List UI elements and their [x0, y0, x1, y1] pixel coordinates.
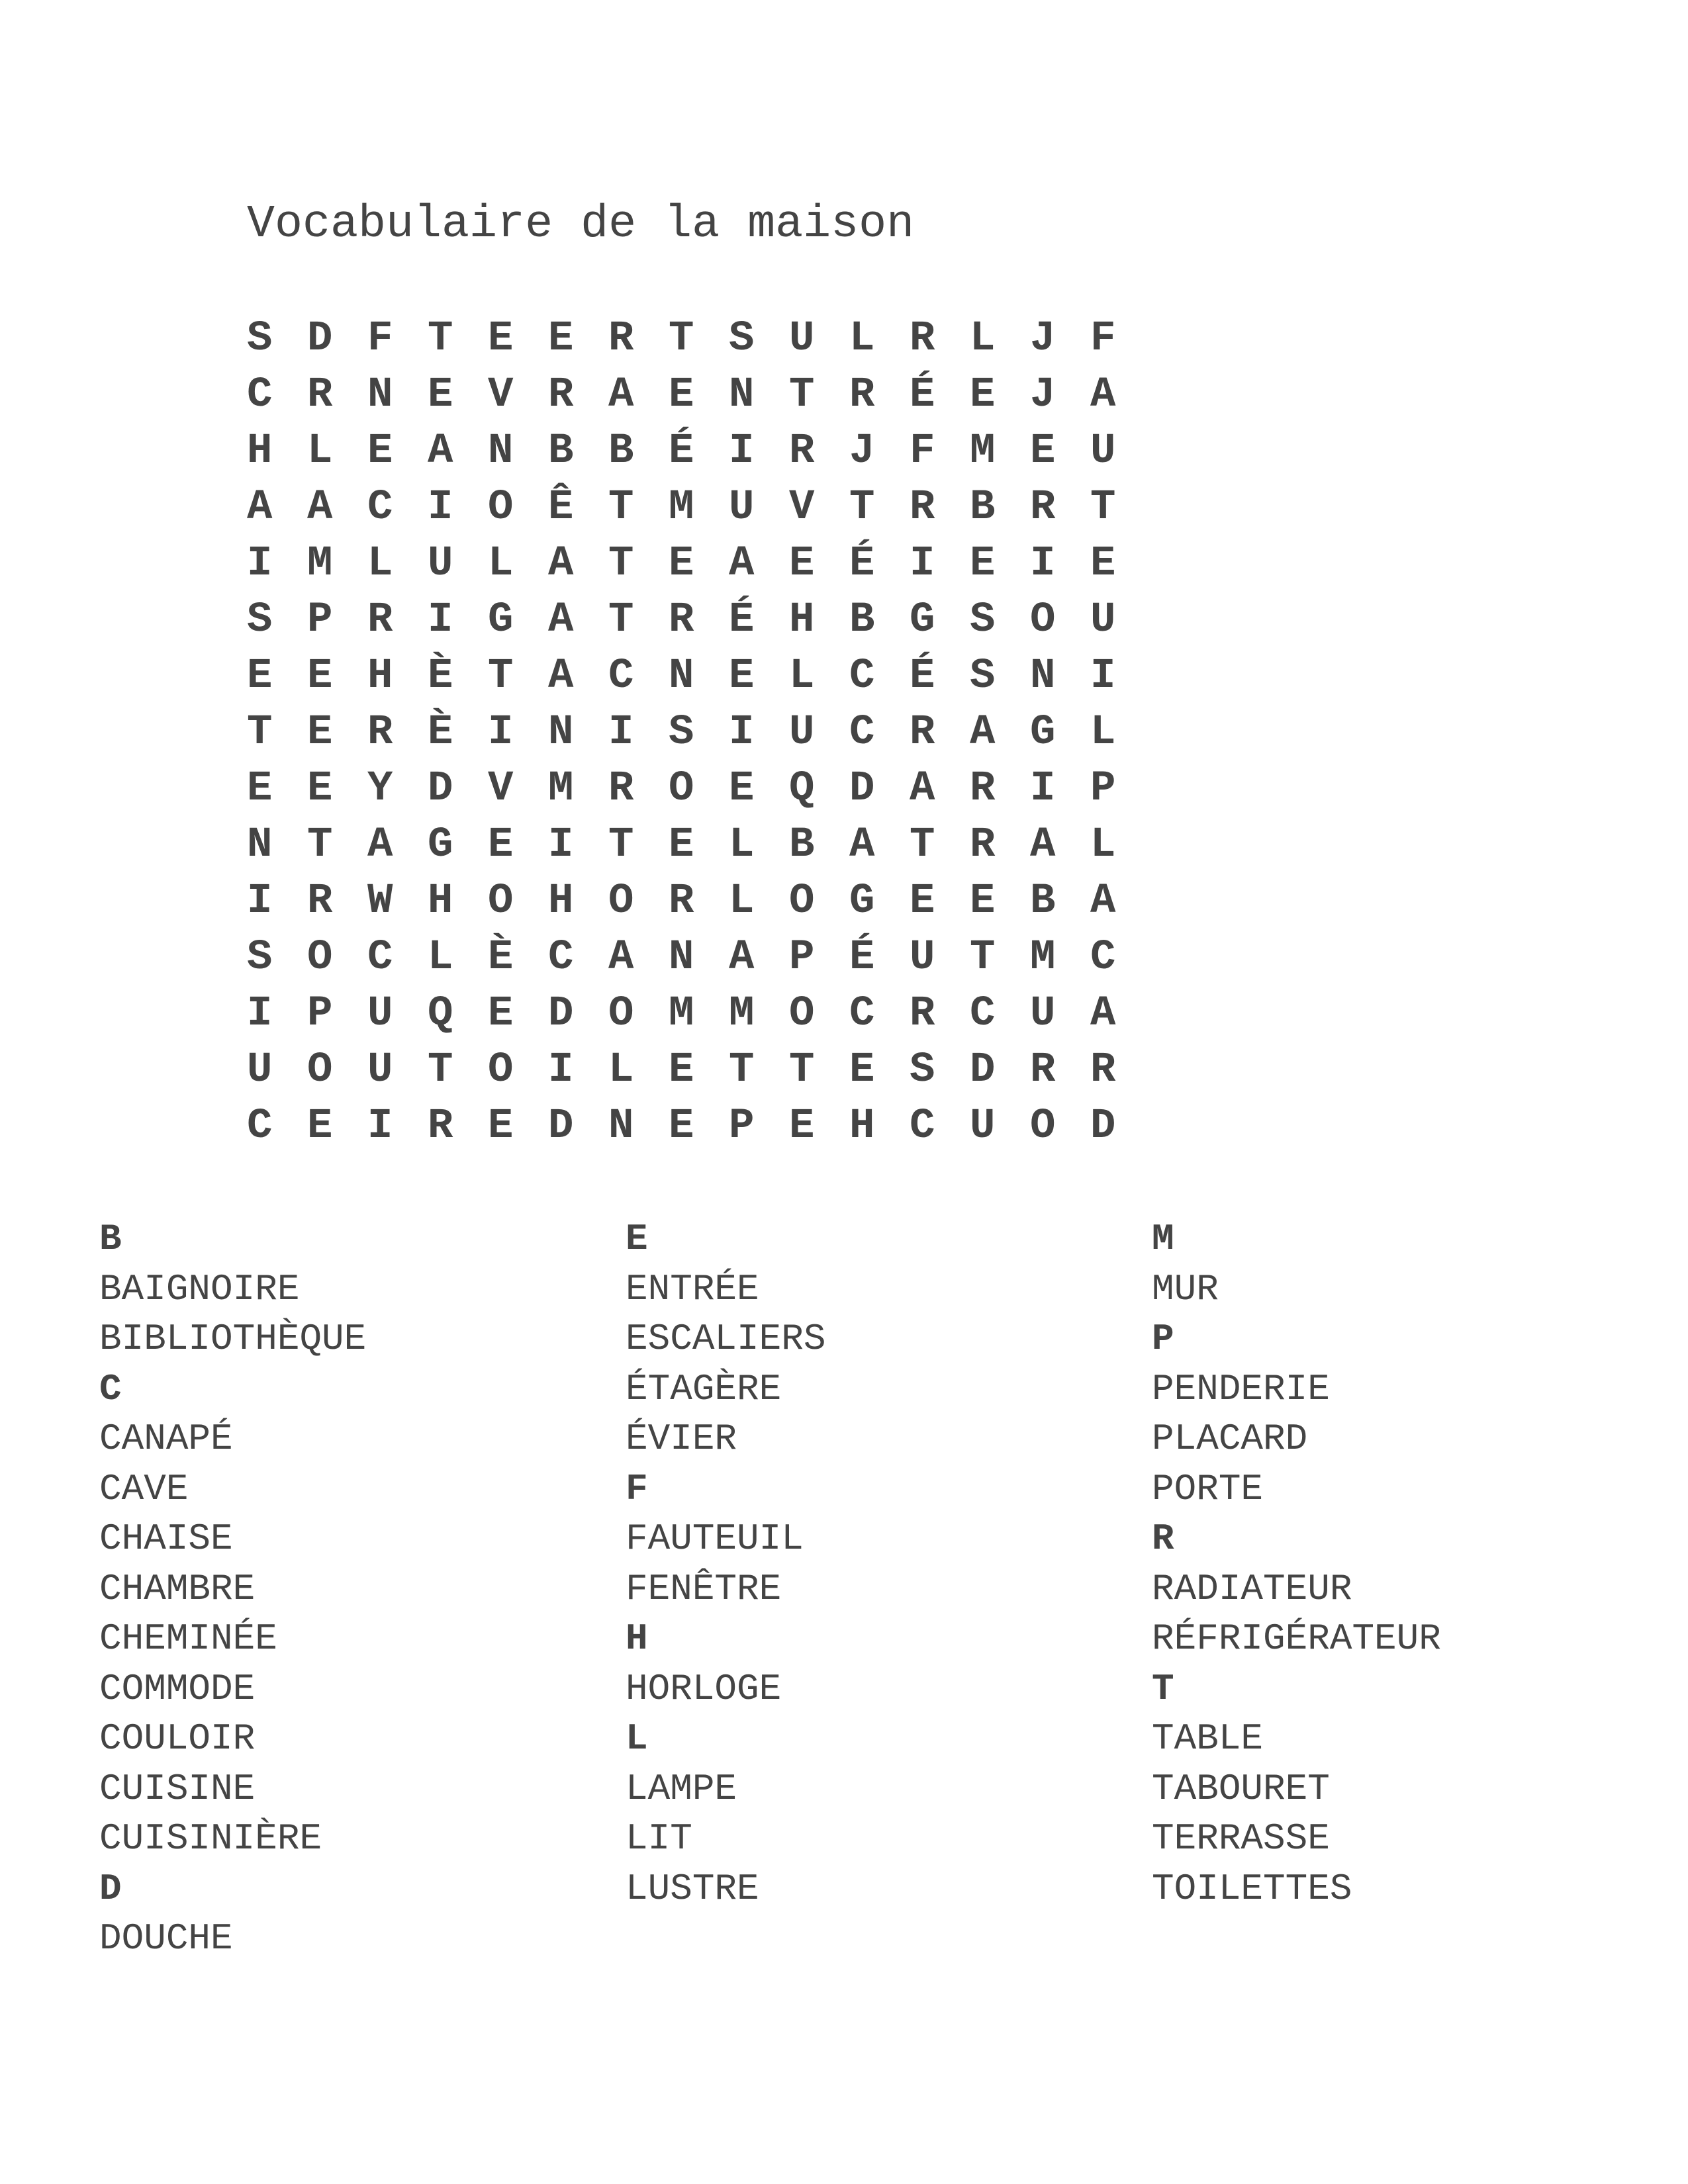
grid-letter: M [729, 990, 755, 1038]
grid-letter: T [608, 540, 634, 588]
grid-letter: F [910, 428, 935, 475]
word-entry: MUR [1152, 1267, 1219, 1310]
grid-letter: E [910, 878, 935, 925]
grid-letter: E [669, 1103, 694, 1150]
word-entry: CAVE [99, 1467, 189, 1510]
word-list-column-3 [1152, 1214, 1441, 1914]
grid-letter: R [428, 1103, 453, 1150]
grid-letter: L [367, 540, 393, 588]
grid-letter: I [729, 428, 755, 475]
grid-letter: U [789, 709, 815, 756]
grid-letter: S [970, 653, 996, 700]
grid-letter: I [1090, 653, 1116, 700]
grid-letter: C [970, 990, 996, 1038]
grid-letter: C [247, 1103, 273, 1150]
grid-letter: R [367, 709, 393, 756]
grid-letter: T [970, 934, 996, 981]
grid-letter: O [1030, 1103, 1056, 1150]
grid-letter: M [970, 428, 996, 475]
grid-letter: H [849, 1103, 875, 1150]
grid-letter: É [910, 653, 935, 700]
grid-letter: N [367, 371, 393, 419]
grid-letter: B [849, 596, 875, 644]
grid-letter: E [307, 709, 333, 756]
grid-row [247, 536, 1150, 592]
grid-letter: A [428, 428, 453, 475]
grid-letter: B [548, 428, 574, 475]
word-entry: FAUTEUIL [626, 1518, 804, 1560]
grid-letter: R [608, 315, 634, 363]
section-letter: C [99, 1367, 122, 1410]
grid-letter: I [1030, 540, 1056, 588]
grid-letter: H [428, 878, 453, 925]
page-title: Vocabulaire de la maison [247, 199, 915, 251]
grid-letter: R [1030, 1046, 1056, 1094]
grid-letter: R [307, 371, 333, 419]
word-entry: ÉTAGÈRE [626, 1367, 782, 1410]
grid-letter: N [608, 1103, 634, 1150]
grid-letter: E [307, 765, 333, 813]
grid-letter: A [849, 821, 875, 869]
grid-row [247, 986, 1150, 1042]
grid-row [247, 874, 1150, 930]
grid-letter: É [910, 371, 935, 419]
grid-letter: T [247, 709, 273, 756]
word-entry: PENDERIE [1152, 1367, 1330, 1410]
word-entry: LUSTRE [626, 1867, 759, 1910]
grid-letter: B [789, 821, 815, 869]
grid-letter: S [669, 709, 694, 756]
grid-letter: P [307, 596, 333, 644]
grid-letter: S [910, 1046, 935, 1094]
grid-letter: R [910, 709, 935, 756]
grid-letter: E [1030, 428, 1056, 475]
grid-letter: R [608, 765, 634, 813]
grid-letter: E [789, 540, 815, 588]
grid-letter: R [849, 371, 875, 419]
section-letter: T [1152, 1667, 1174, 1710]
word-entry: LIT [626, 1817, 692, 1860]
grid-letter: J [1030, 371, 1056, 419]
word-entry: TABOURET [1152, 1767, 1330, 1810]
word-list [99, 1214, 1622, 2009]
grid-letter: J [849, 428, 875, 475]
grid-letter: R [789, 428, 815, 475]
grid-letter: G [849, 878, 875, 925]
grid-letter: R [910, 484, 935, 531]
grid-letter: U [910, 934, 935, 981]
grid-letter: E [307, 1103, 333, 1150]
grid-letter: A [910, 765, 935, 813]
grid-letter: E [669, 1046, 694, 1094]
grid-letter: E [548, 315, 574, 363]
section-letter: R [1152, 1518, 1174, 1560]
grid-letter: D [548, 990, 574, 1038]
grid-letter: B [608, 428, 634, 475]
grid-letter: T [729, 1046, 755, 1094]
grid-letter: I [367, 1103, 393, 1150]
grid-letter: L [849, 315, 875, 363]
grid-letter: E [247, 653, 273, 700]
grid-letter: E [488, 821, 514, 869]
grid-row [247, 649, 1150, 705]
grid-letter: I [729, 709, 755, 756]
section-letter: P [1152, 1318, 1174, 1360]
grid-letter: C [849, 709, 875, 756]
grid-letter: H [247, 428, 273, 475]
grid-letter: A [608, 371, 634, 419]
grid-row [247, 480, 1150, 536]
grid-letter: Q [789, 765, 815, 813]
grid-letter: E [970, 878, 996, 925]
grid-letter: R [1090, 1046, 1116, 1094]
grid-letter: O [608, 990, 634, 1038]
grid-letter: P [729, 1103, 755, 1150]
grid-letter: C [367, 934, 393, 981]
grid-letter: L [970, 315, 996, 363]
grid-letter: E [729, 765, 755, 813]
grid-letter: A [1090, 878, 1116, 925]
grid-letter: A [729, 540, 755, 588]
grid-letter: É [849, 934, 875, 981]
grid-letter: U [970, 1103, 996, 1150]
word-entry: TERRASSE [1152, 1817, 1330, 1860]
grid-letter: L [608, 1046, 634, 1094]
grid-letter: E [970, 371, 996, 419]
grid-letter: É [729, 596, 755, 644]
grid-letter: O [488, 1046, 514, 1094]
grid-letter: I [428, 596, 453, 644]
grid-letter: E [669, 821, 694, 869]
grid-letter: M [669, 484, 694, 531]
grid-letter: I [910, 540, 935, 588]
grid-letter: T [789, 1046, 815, 1094]
word-entry: DOUCHE [99, 1917, 233, 1960]
grid-letter: H [548, 878, 574, 925]
grid-letter: A [307, 484, 333, 531]
grid-letter: N [669, 653, 694, 700]
grid-letter: E [307, 653, 333, 700]
grid-letter: I [247, 540, 273, 588]
grid-letter: E [488, 990, 514, 1038]
grid-letter: C [849, 990, 875, 1038]
grid-letter: E [729, 653, 755, 700]
grid-letter: E [488, 1103, 514, 1150]
grid-letter: A [729, 934, 755, 981]
grid-letter: A [247, 484, 273, 531]
grid-letter: D [428, 765, 453, 813]
grid-letter: N [1030, 653, 1056, 700]
grid-letter: V [488, 765, 514, 813]
grid-letter: T [1090, 484, 1116, 531]
word-entry: CHEMINÉE [99, 1617, 277, 1660]
grid-letter: L [1090, 709, 1116, 756]
grid-letter: S [247, 315, 273, 363]
grid-letter: R [970, 765, 996, 813]
grid-letter: T [849, 484, 875, 531]
grid-letter: V [488, 371, 514, 419]
grid-letter: R [910, 315, 935, 363]
word-entry: BIBLIOTHÈQUE [99, 1318, 367, 1360]
word-entry: PORTE [1152, 1467, 1264, 1510]
word-entry: CHAISE [99, 1518, 233, 1560]
word-entry: ÉVIER [626, 1418, 737, 1460]
grid-letter: O [789, 878, 815, 925]
grid-row [247, 817, 1150, 874]
grid-letter: N [669, 934, 694, 981]
grid-letter: C [247, 371, 273, 419]
grid-letter: T [789, 371, 815, 419]
grid-letter: C [608, 653, 634, 700]
section-letter: F [626, 1467, 648, 1510]
grid-letter: M [307, 540, 333, 588]
grid-letter: O [488, 878, 514, 925]
grid-letter: B [1030, 878, 1056, 925]
word-entry: PLACARD [1152, 1418, 1308, 1460]
grid-letter: E [970, 540, 996, 588]
grid-letter: S [247, 596, 273, 644]
grid-letter: T [608, 821, 634, 869]
section-letter: B [99, 1218, 122, 1260]
grid-letter: M [1030, 934, 1056, 981]
grid-letter: T [608, 484, 634, 531]
grid-letter: D [548, 1103, 574, 1150]
grid-letter: R [910, 990, 935, 1038]
grid-letter: A [1090, 990, 1116, 1038]
grid-letter: F [367, 315, 393, 363]
grid-row [247, 930, 1150, 986]
grid-letter: I [548, 1046, 574, 1094]
section-letter: H [626, 1617, 648, 1660]
grid-letter: T [428, 315, 453, 363]
grid-letter: S [247, 934, 273, 981]
grid-letter: M [669, 990, 694, 1038]
word-search-grid [247, 311, 1150, 1155]
grid-letter: R [1030, 484, 1056, 531]
grid-letter: A [608, 934, 634, 981]
grid-letter: W [367, 878, 393, 925]
grid-letter: E [488, 315, 514, 363]
word-entry: LAMPE [626, 1767, 737, 1810]
grid-letter: G [428, 821, 453, 869]
grid-row [247, 367, 1150, 424]
grid-letter: I [428, 484, 453, 531]
grid-letter: P [307, 990, 333, 1038]
grid-letter: D [1090, 1103, 1116, 1150]
grid-letter: N [548, 709, 574, 756]
grid-letter: È [428, 653, 453, 700]
grid-row [247, 592, 1150, 649]
grid-letter: N [247, 821, 273, 869]
grid-letter: È [428, 709, 453, 756]
grid-letter: E [367, 428, 393, 475]
grid-letter: T [910, 821, 935, 869]
word-entry: BAIGNOIRE [99, 1267, 300, 1310]
grid-row [247, 761, 1150, 817]
grid-letter: L [1090, 821, 1116, 869]
grid-letter: H [789, 596, 815, 644]
grid-letter: I [488, 709, 514, 756]
grid-letter: T [307, 821, 333, 869]
grid-letter: U [367, 1046, 393, 1094]
grid-letter: O [669, 765, 694, 813]
grid-letter: A [548, 596, 574, 644]
word-entry: ESCALIERS [626, 1318, 826, 1360]
grid-letter: O [608, 878, 634, 925]
section-letter: D [99, 1867, 122, 1910]
grid-letter: T [488, 653, 514, 700]
word-entry: CUISINIÈRE [99, 1817, 322, 1860]
word-list-column-2 [626, 1214, 825, 1914]
grid-letter: U [247, 1046, 273, 1094]
grid-letter: Ê [548, 484, 574, 531]
grid-letter: J [1030, 315, 1056, 363]
word-entry: ENTRÉE [626, 1267, 759, 1310]
grid-row [247, 705, 1150, 761]
grid-letter: P [1090, 765, 1116, 813]
grid-letter: E [789, 1103, 815, 1150]
word-entry: COMMODE [99, 1667, 256, 1710]
grid-letter: I [247, 990, 273, 1038]
grid-letter: G [910, 596, 935, 644]
grid-letter: É [669, 428, 694, 475]
grid-letter: R [307, 878, 333, 925]
grid-letter: I [548, 821, 574, 869]
grid-letter: E [669, 540, 694, 588]
grid-row [247, 1099, 1150, 1155]
word-list-column-1 [99, 1214, 366, 1964]
grid-letter: S [729, 315, 755, 363]
grid-letter: C [367, 484, 393, 531]
grid-letter: M [548, 765, 574, 813]
grid-letter: O [307, 934, 333, 981]
grid-letter: A [970, 709, 996, 756]
grid-letter: O [1030, 596, 1056, 644]
grid-letter: L [428, 934, 453, 981]
grid-letter: U [367, 990, 393, 1038]
grid-letter: A [1030, 821, 1056, 869]
grid-letter: N [488, 428, 514, 475]
section-letter: M [1152, 1218, 1174, 1260]
grid-row [247, 311, 1150, 367]
section-letter: E [626, 1218, 648, 1260]
grid-row [247, 1042, 1150, 1099]
word-entry: FENÊTRE [626, 1567, 782, 1610]
grid-letter: U [789, 315, 815, 363]
grid-letter: È [488, 934, 514, 981]
grid-letter: T [428, 1046, 453, 1094]
grid-letter: L [789, 653, 815, 700]
grid-letter: B [970, 484, 996, 531]
grid-letter: U [1090, 428, 1116, 475]
grid-letter: U [1090, 596, 1116, 644]
grid-letter: H [367, 653, 393, 700]
section-letter: L [626, 1717, 648, 1760]
grid-letter: C [548, 934, 574, 981]
word-entry: CUISINE [99, 1767, 256, 1810]
grid-letter: O [789, 990, 815, 1038]
grid-letter: F [1090, 315, 1116, 363]
grid-letter: R [970, 821, 996, 869]
grid-letter: A [548, 540, 574, 588]
grid-letter: Q [428, 990, 453, 1038]
grid-letter: L [729, 821, 755, 869]
word-entry: TOILETTES [1152, 1867, 1352, 1910]
grid-letter: O [307, 1046, 333, 1094]
grid-letter: L [488, 540, 514, 588]
grid-letter: R [548, 371, 574, 419]
grid-letter: P [789, 934, 815, 981]
grid-letter: O [488, 484, 514, 531]
grid-letter: C [910, 1103, 935, 1150]
grid-letter: É [849, 540, 875, 588]
grid-letter: L [729, 878, 755, 925]
grid-letter: I [608, 709, 634, 756]
grid-letter: V [789, 484, 815, 531]
grid-letter: D [970, 1046, 996, 1094]
grid-letter: T [608, 596, 634, 644]
grid-letter: U [428, 540, 453, 588]
grid-letter: A [548, 653, 574, 700]
word-entry: TABLE [1152, 1717, 1264, 1760]
grid-letter: D [849, 765, 875, 813]
grid-letter: G [488, 596, 514, 644]
grid-letter: G [1030, 709, 1056, 756]
word-entry: CANAPÉ [99, 1418, 233, 1460]
grid-letter: U [1030, 990, 1056, 1038]
grid-letter: E [849, 1046, 875, 1094]
word-entry: HORLOGE [626, 1667, 782, 1710]
grid-letter: E [669, 371, 694, 419]
grid-letter: R [367, 596, 393, 644]
grid-letter: T [669, 315, 694, 363]
grid-letter: A [1090, 371, 1116, 419]
word-entry: COULOIR [99, 1717, 256, 1760]
grid-letter: E [247, 765, 273, 813]
grid-letter: E [428, 371, 453, 419]
grid-row [247, 424, 1150, 480]
grid-letter: I [247, 878, 273, 925]
grid-letter: A [367, 821, 393, 869]
grid-letter: E [1090, 540, 1116, 588]
grid-letter: S [970, 596, 996, 644]
word-entry: RÉFRIGÉRATEUR [1152, 1617, 1441, 1660]
grid-letter: C [1090, 934, 1116, 981]
grid-letter: N [729, 371, 755, 419]
grid-letter: R [669, 596, 694, 644]
grid-letter: Y [367, 765, 393, 813]
grid-letter: U [729, 484, 755, 531]
grid-letter: R [669, 878, 694, 925]
grid-letter: C [849, 653, 875, 700]
grid-letter: I [1030, 765, 1056, 813]
grid-letter: D [307, 315, 333, 363]
grid-letter: L [307, 428, 333, 475]
word-entry: RADIATEUR [1152, 1567, 1352, 1610]
word-entry: CHAMBRE [99, 1567, 256, 1610]
